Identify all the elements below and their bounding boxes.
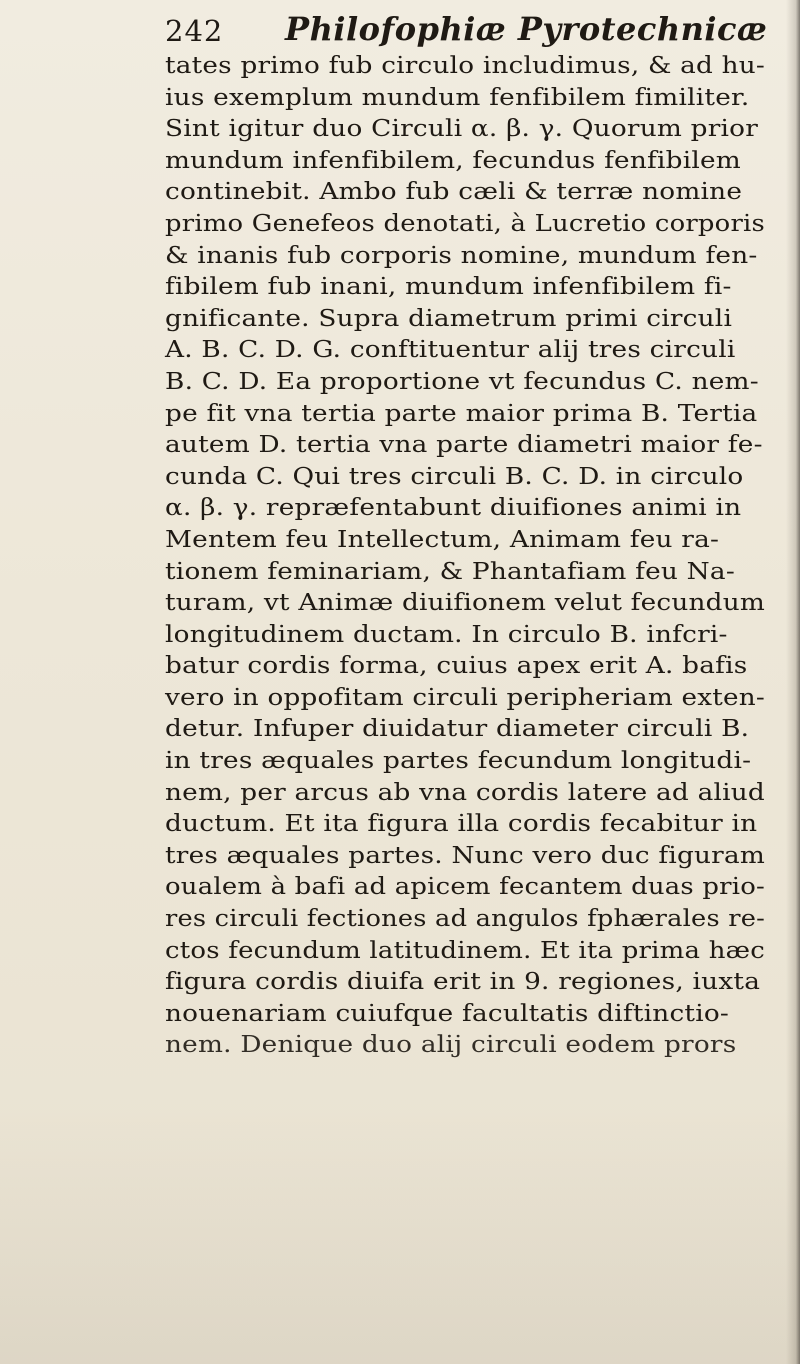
text-line: nouenariam cuiufque facultatis diftinctio- bbox=[165, 998, 730, 1027]
text-line: tres æquales partes. Nunc vero duc figuram bbox=[165, 840, 766, 869]
text-line: B. C. D. Ea proportione vt fecundus C. nem- bbox=[165, 366, 759, 395]
text-line: autem D. tertia vna parte diametri maior fe- bbox=[165, 430, 763, 459]
text-line: turam, vt Animæ diuifionem velut fecundum bbox=[165, 588, 765, 617]
text-line: tionem feminariam, & Phantafiam feu Na- bbox=[165, 556, 735, 585]
text-line: ductum. Et ita figura illa cordis fecabitur in bbox=[165, 809, 758, 838]
text-line: α. β. γ. repræfentabunt diuifiones animi in bbox=[165, 493, 742, 522]
text-line: longitudinem ductam. In circulo B. infcri- bbox=[165, 619, 728, 648]
text-line: ius exemplum mundum fenfibilem fimiliter. bbox=[165, 82, 750, 111]
page-number: 242 bbox=[165, 14, 224, 48]
text-line: pe fit vna tertia parte maior prima B. Tertia bbox=[165, 398, 758, 427]
text-line: ctos fecundum latitudinem. Et ita prima hæc bbox=[165, 935, 766, 964]
running-title: Philofophiæ Pyrotechnicæ bbox=[285, 10, 768, 48]
text-line: vero in oppofitam circuli peripheriam exten- bbox=[165, 682, 766, 711]
text-line: in tres æquales partes fecundum longitudi- bbox=[165, 746, 752, 775]
page-header bbox=[165, 8, 785, 56]
text-line: mundum infenfibilem, fecundus fenfibilem bbox=[165, 145, 741, 174]
text-line: oualem à bafi ad apicem fecantem duas prio- bbox=[165, 872, 766, 901]
text-line: continebit. Ambo fub cæli & terræ nomine bbox=[165, 177, 743, 206]
text-line: A. B. C. D. G. conftituentur alij tres circuli bbox=[165, 335, 736, 364]
text-line: nem. Denique duo alij circuli eodem prors bbox=[165, 1030, 737, 1059]
text-line: & inanis fub corporis nomine, mundum fen- bbox=[165, 240, 758, 269]
page-bottom-shading bbox=[0, 1104, 800, 1364]
text-line: res circuli fectiones ad angulos fphærales re- bbox=[165, 904, 766, 933]
text-line: cunda C. Qui tres circuli B. C. D. in circulo bbox=[165, 461, 744, 490]
text-line: fibilem fub inani, mundum infenfibilem fi- bbox=[165, 272, 732, 301]
text-line: Mentem feu Intellectum, Animam feu ra- bbox=[165, 524, 720, 553]
text-line: nem, per arcus ab vna cordis latere ad aliud bbox=[165, 777, 765, 806]
text-line: Sint igitur duo Circuli α. β. γ. Quorum prior bbox=[165, 114, 759, 143]
text-line: tates primo fub circulo includimus, & ad hu- bbox=[165, 51, 765, 79]
text-line: batur cordis forma, cuius apex erit A. bafis bbox=[165, 651, 748, 680]
body-text bbox=[165, 50, 765, 1061]
text-line: primo Genefeos denotati, à Lucretio corporis bbox=[165, 208, 765, 237]
text-line: detur. Infuper diuidatur diameter circuli B. bbox=[165, 714, 750, 743]
text-line: figura cordis diuifa erit in 9. regiones, iuxta bbox=[165, 967, 761, 996]
text-line: gnificante. Supra diametrum primi circuli bbox=[165, 303, 733, 332]
